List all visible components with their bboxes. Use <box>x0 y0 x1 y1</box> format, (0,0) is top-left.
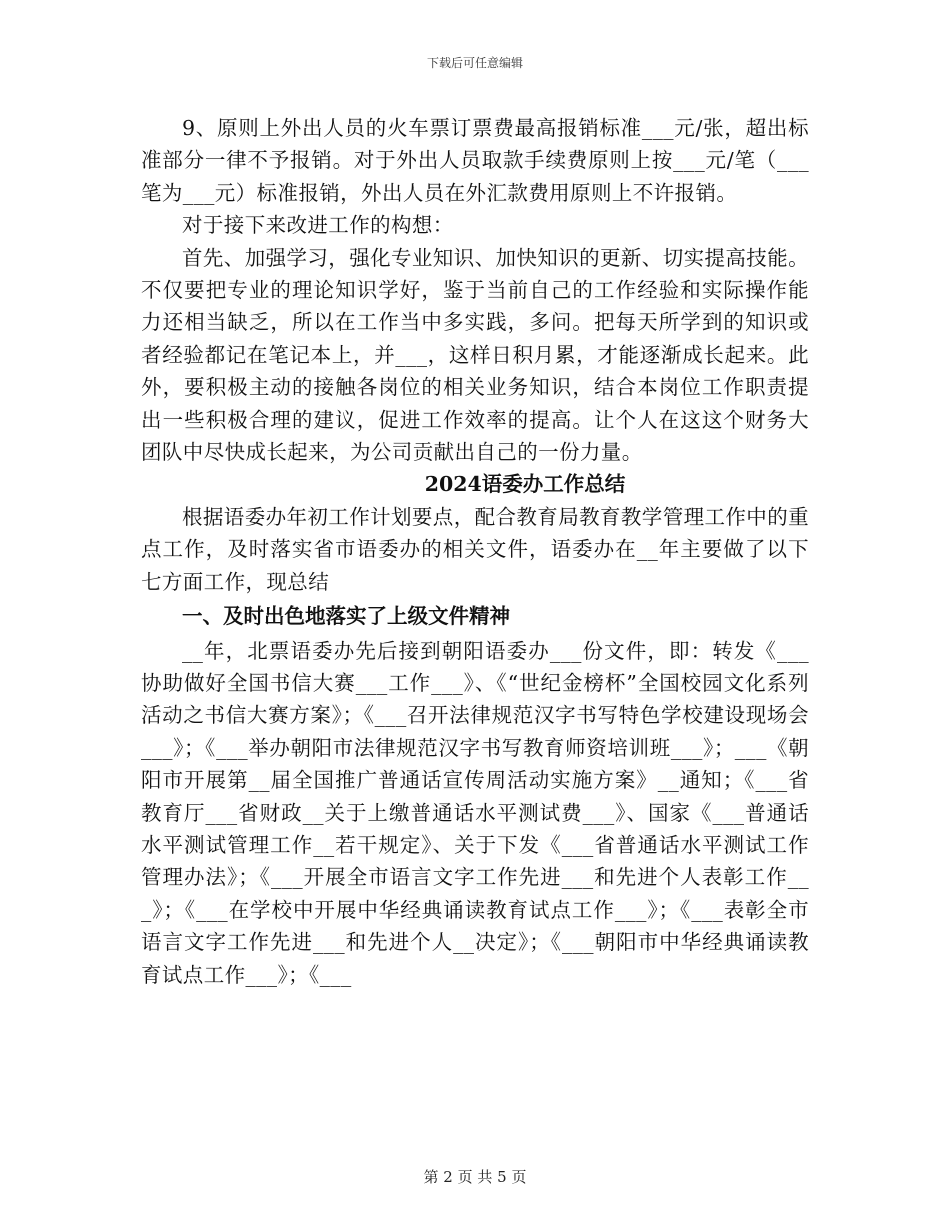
paragraph-improvement-intro: 对于接下来改进工作的构想： <box>182 213 454 238</box>
paragraph-documents-list: __年，北票语委办先后接到朝阳语委办___份文件，即：转发《___协助做好全国书信大赛___工作___》、《“世纪金榜杯”全国校园文化系列活动之书信大赛方案》；《___召开法律规范汉字书写特色学校建设现场会___》；《___举办朝阳市法律规范汉字书写教育师资培训班___》；___《朝阳市开展第__届全国推广普通话宣传周活动实施方案》__通知；《___省教育厅___省财政__关于上缴普通话水平测试费___》、国家《___普通话水平测试管理工作__若干规定》、关于下发《___省普通话水平测试工作管理办法》；《___开展全市语言文字工作先进___和先进个人表彰工作___》；《___在学校中开展中华经典诵读教育试点工作___》；《___表彰全市语言文字工作先进___和先进个人__决定》；《___朝阳市中华经典诵读教育试点工作___》；《___ <box>141 638 809 987</box>
document-body <box>141 112 809 991</box>
page-header: 下载后可任意编辑 <box>426 56 523 70</box>
section-heading-1: 一、及时出色地落实了上级文件精神 <box>182 604 510 629</box>
page-footer: 第 2 页 共 5 页 <box>423 1168 527 1186</box>
paragraph-summary-intro: 根据语委办年初工作计划要点，配合教育局教育教学管理工作中的重点工作，及时落实省市语委办的相关文件，语委办在__年主要做了以下七方面工作，现总结 <box>141 504 809 594</box>
section-title: 2024语委办工作总结 <box>424 472 626 497</box>
paragraph-improvement-plan: 首先、加强学习，强化专业知识、加快知识的更新、切实提高技能。不仅要把专业的理论知识学好，鉴于当前自己的工作经验和实际操作能力还相当缺乏，所以在工作当中多实践，多问。把每天所学到的知识或者经验都记在笔记本上，并___，这样日积月累，才能逐渐成长起来。此外，要积极主动的接触各岗位的相关业务知识，结合本岗位工作职责提出一些积极合理的建议，促进工作效率的提高。让个人在这这个财务大团队中尽快成长起来，为公司贡献出自己的一份力量。 <box>141 245 809 465</box>
paragraph-reimbursement-rule: 9、原则上外出人员的火车票订票费最高报销标准___元/张，超出标准部分一律不予报销。对于外出人员取款手续费原则上按___元/笔（___笔为___元）标准报销，外出人员在外汇款费用原则上不许报销。 <box>141 116 809 205</box>
